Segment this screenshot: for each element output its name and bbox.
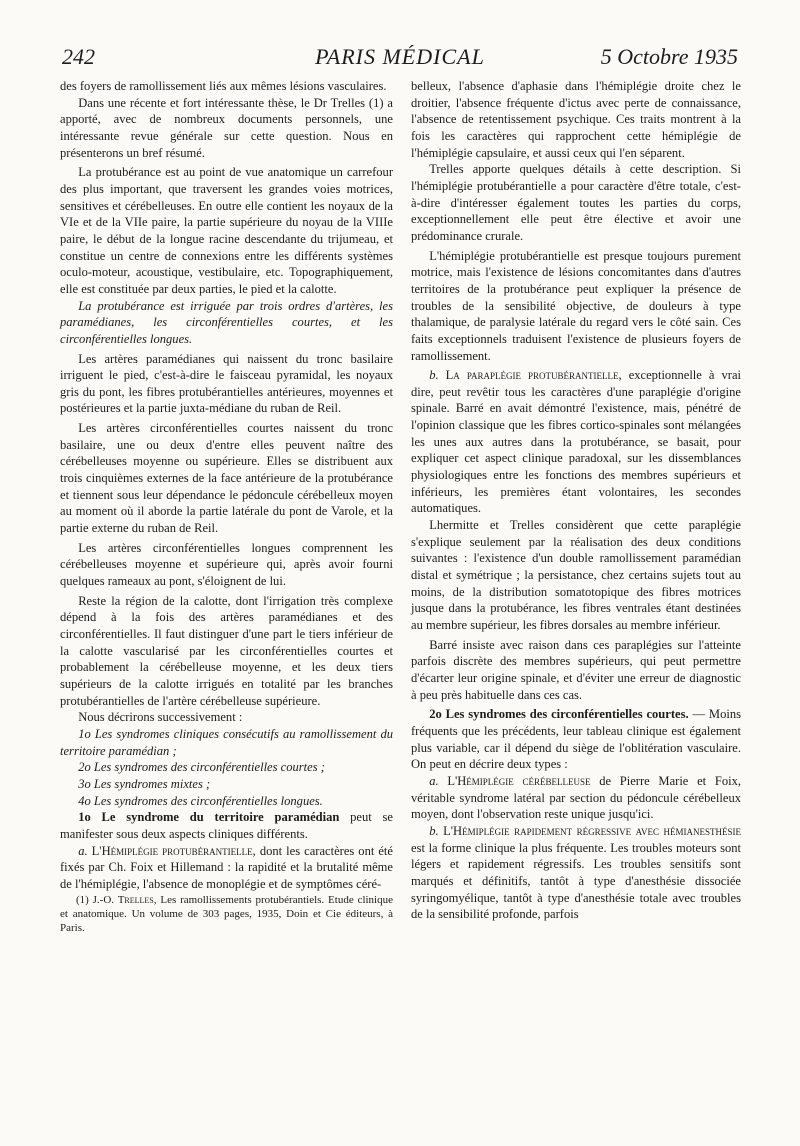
paragraph: b. L'Hémiplégie rapidement régressive avec hémianesthésie est la forme clinique la plus fréquente. Les troubles moteurs sont légers et rapidement régressifs. Les troubles sensitifs sont marqués et définitifs, tantôt à type d'anesthésie dissociée syringomyélique, tantôt à type d'anesthésie totale avec troubles de la sensibilité profonde, parfois <box>411 823 741 922</box>
right-column <box>411 78 741 923</box>
paragraph: a. L'Hémiplégie protubérantielle, dont les caractères ont été fixés par Ch. Foix et Hillemand : la rapidité et la brutalité même de l'hémiplégie, l'absence de monoplégie et de symptômes céré- <box>60 843 393 891</box>
running-header <box>62 44 738 74</box>
subsection-heading: La paraplégie protubérantielle, <box>445 368 622 383</box>
subsection-heading: L'Hémiplégie protubérantielle, <box>91 843 256 858</box>
journal-title: PARIS MÉDICAL <box>315 44 485 69</box>
page-number: 242 <box>62 44 95 69</box>
paragraph: Les artères circonférentielles longues comprennent les cérébelleuses moyenne et supérieure qui, après avoir fourni quelques rameaux au pont, s'éloignent de lui. <box>60 540 393 589</box>
list-item: 4o Les syndromes des circonférentielles longues. <box>78 793 323 808</box>
paragraph: L'hémiplégie protubérantielle est presque toujours purement motrice, mais l'existence de lésions concomitantes dans d'autres territoires de la protubérance peut expliquer la présence de troubles de la sensibilité objective, de douleurs à type thalamique, de paralysie latérale du regard vers le côté sain. Ces faits exceptionnels traduisent l'existence de plusieurs foyers de ramollissement. <box>411 248 741 363</box>
subsection-heading: L'Hémiplégie cérébelleuse <box>447 773 591 788</box>
paragraph: Trelles apporte quelques détails à cette description. Si l'hémiplégie protubérantielle a pour caractère d'être totale, c'est-à-dire d'intéresser également toutes les parties du corps, exceptionnellement elle peut être élective et avoir une prédominance crurale. <box>411 162 741 243</box>
paragraph: Nous décrirons successivement : <box>78 710 243 725</box>
section-paragraph: 1o Le syndrome du territoire paramédian peut se manifester sous deux aspects cliniques différents. <box>60 810 394 841</box>
paragraph: Barré insiste avec raison dans ces paraplégies sur l'atteinte parfois discrète des membres supérieurs, qui peut permettre d'écarter leur origine spinale, et d'éviter une erreur de diagnostic à peu près habituelle dans ces cas. <box>411 637 741 702</box>
left-column <box>60 78 393 935</box>
paragraph: La protubérance est irriguée par trois ordres d'artères, les paramédianes, les circonférentielles courtes, et les circonférentielles longues. <box>60 298 393 346</box>
paragraph: Dans une récente et fort intéressante thèse, le Dr Trelles (1) a apporté, avec de nombreux documents personnels, une intéressante revue générale sur cette question. Nous en présenterons un bref résumé. <box>60 95 393 160</box>
paragraph: des foyers de ramollissement liés aux mêmes lésions vasculaires. <box>60 79 387 93</box>
paragraph: belleux, l'absence d'aphasie dans l'hémiplégie droite chez le droitier, l'absence fréquente d'ictus avec perte de connaissance, l'absence de retentissement psychique. Ces traits montrent à la fois les caractères qui rapprochent cette hémiplégie de l'hémiplégie capsulaire, et aussi ceux qui l'en séparent. <box>411 79 741 160</box>
section-heading: 2o Les syndromes des circonférentielles courtes. <box>429 707 689 722</box>
issue-date: 5 Octobre 1935 <box>600 44 738 69</box>
list-item: 2o Les syndromes des circonférentielles courtes ; <box>78 760 325 775</box>
paragraph: Les artères paramédianes qui naissent du tronc basilaire irriguent le pied, c'est-à-dire le faisceau pyramidal, les noyaux gris du pont, les fibres protubérantielles antérieures, moyennes et postérieures et la partie juxta-médiane du ruban de Reil. <box>60 351 393 416</box>
paragraph: b. La paraplégie protubérantielle, exceptionnelle à vrai dire, peut revêtir tous les caractères d'une paraplégie d'origine spinale. Barré en avait démontré l'existence, mais, pénétré de l'opinion classique que les fibres cortico-spinales sont mélangées les unes aux autres dans la protubérance, se basait, pour expliquer cet aspect clinique paradoxal, sur les dissemblances physiologiques entre les fonctions des membres supérieurs et inférieurs, les premières étant volontaires, les secondes automatiques. <box>411 368 741 516</box>
paragraph: Les artères circonférentielles courtes naissent du tronc basilaire, une ou deux d'entre elles peuvent naître des cérébelleuses moyenne ou supérieure. Elles se distribuent aux trois cinquièmes externes de la face antérieure de la protubérance et tiennent sous leur dépendance le pédoncule cérébelleux moyen au moment où il aborde la partie latérale du pont de Varole, et la partie externe du ruban de Reil. <box>60 421 393 536</box>
footnote: (1) J.-O. Trelles, Les ramollissements protubérantiels. Etude clinique et anatomique. Un volume de 303 pages, 1935, Doin et Cie éditeurs, à Paris. <box>60 893 393 934</box>
paragraph: a. L'Hémiplégie cérébelleuse de Pierre Marie et Foix, véritable syndrome latéral par section du pédoncule cérébelleux moyen, dont l'observation reste unique jusqu'ici. <box>411 773 741 822</box>
paragraph: Reste la région de la calotte, dont l'irrigation très complexe dépend à la fois des artères paramédianes et des circonférentielles. Il faut distinguer d'une part le tiers inférieur de la calotte vascularisé par les circonférentielles courtes et probablement la cérébelleuse moyenne, et les deux tiers supérieurs de la calotte irrigués en totalité par les branches protubérantielles de l'artère cérébelleuse supérieure. <box>60 593 393 708</box>
paragraph: Lhermitte et Trelles considèrent que cette paraplégie s'explique seulement par la réalisation des deux conditions suivantes : l'existence d'un double ramollissement paramédian distal et symétrique ; la persistance, chez certains sujets tout au moins, de la distribution somatotopique des fibres motrices jusque dans la protubérance, les fibres ventrales étant destinées au membre supérieur, les fibres dorsales au membre inférieur. <box>411 518 741 632</box>
paragraph: La protubérance est au point de vue anatomique un carrefour des plus important, que traversent les grandes voies motrices, sensitives et cérébelleuses. En outre elle contient les noyaux de la VIe et de la VIIe paire, la partie supérieure du noyau de la VIIIe paire, le début de la longue racine descendante du trijumeau, et constitue un centre de connexions entre les différents systèmes oculo-moteur, acoustique, vestibulaire, etc. Topographiquement, elle est constituée par deux parties, le pied et la calotte. <box>60 165 393 296</box>
section-paragraph: 2o Les syndromes des circonférentielles courtes. — Moins fréquents que les précédents, leur tableau clinique est également plus variable, car il dépend du siège de l'oblitération vasculaire. On peut en décrire deux types : <box>411 707 741 772</box>
section-heading: 1o Le syndrome du territoire paramédian <box>78 810 340 825</box>
list-item: 1o Les syndromes cliniques consécutifs au ramollissement du territoire paramédian ; <box>60 726 393 758</box>
list-item: 3o Les syndromes mixtes ; <box>78 776 211 791</box>
subsection-heading: L'Hémiplégie rapidement régressive avec hémianesthésie <box>443 823 741 838</box>
